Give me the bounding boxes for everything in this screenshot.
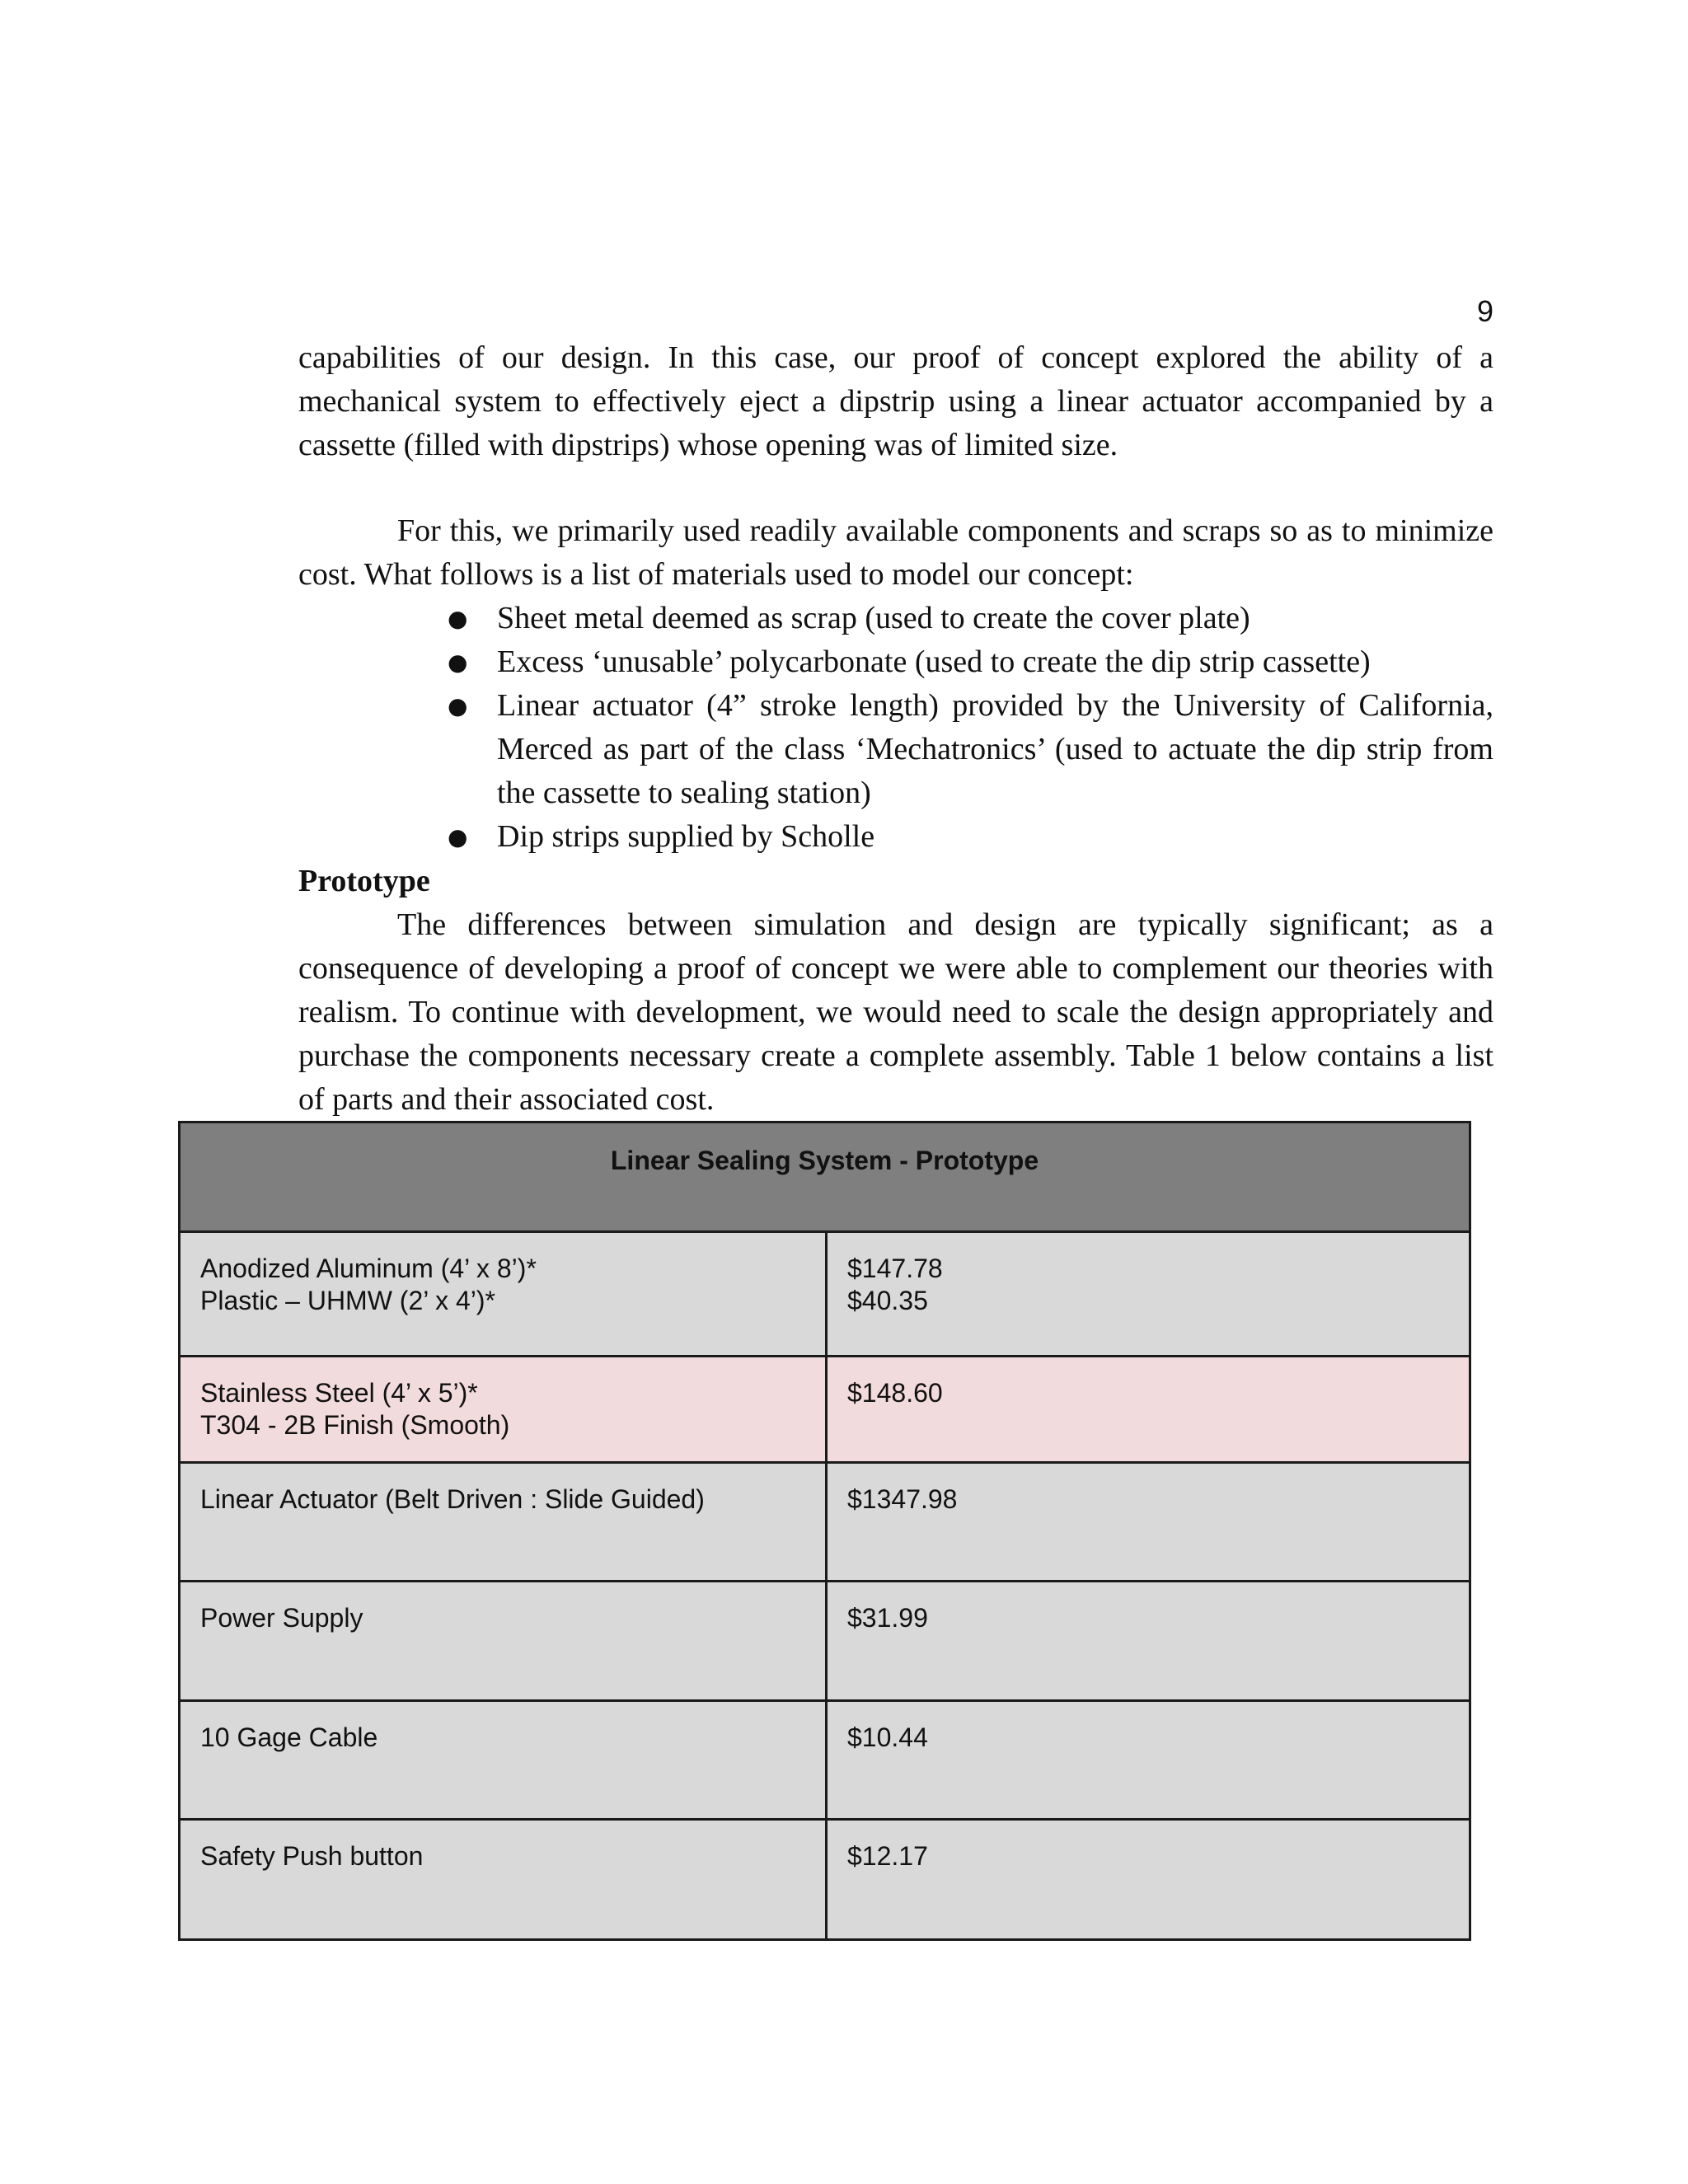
list-item: ● Linear actuator (4” stroke length) provided by the University of California, Merced as part of the class ‘Mechatronics’ (used to actuate the dip strip from the cassette to sealing station)	[433, 684, 1493, 815]
part-name: Anodized Aluminum (4’ x 8’)*	[200, 1254, 537, 1283]
table-row	[180, 1701, 1470, 1820]
table-row	[180, 1357, 1470, 1463]
part-cost: $40.35	[847, 1286, 928, 1315]
part-name-cell	[180, 1582, 827, 1701]
part-cost: $10.44	[847, 1722, 928, 1752]
table-title: Linear Sealing System - Prototype	[180, 1122, 1470, 1232]
part-cost: $1347.98	[847, 1484, 958, 1514]
part-name: Safety Push button	[200, 1841, 424, 1871]
page-number: 9	[1476, 294, 1493, 328]
part-name: Power Supply	[200, 1603, 363, 1633]
part-cost: $31.99	[847, 1603, 928, 1633]
part-name: Stainless Steel (4’ x 5’)*	[200, 1378, 478, 1408]
table-row	[180, 1582, 1470, 1701]
part-name: Linear Actuator (Belt Driven : Slide Guided)	[200, 1484, 705, 1514]
list-item: ● Sheet metal deemed as scrap (used to create the cover plate)	[433, 597, 1493, 640]
part-cost-cell	[827, 1820, 1470, 1940]
table-row	[180, 1820, 1470, 1940]
part-cost-cell	[827, 1582, 1470, 1701]
list-item: ● Dip strips supplied by Scholle	[433, 815, 1493, 859]
part-cost-cell	[827, 1357, 1470, 1463]
bullet-icon: ●	[448, 823, 468, 851]
part-cost: $12.17	[847, 1841, 928, 1871]
part-cost: $147.78	[847, 1254, 943, 1283]
part-name-cell	[180, 1820, 827, 1940]
part-name-cell	[180, 1463, 827, 1582]
part-name-cell	[180, 1701, 827, 1820]
bullet-icon: ●	[448, 605, 468, 632]
part-name: 10 Gage Cable	[200, 1722, 378, 1752]
paragraph-materials-intro: For this, we primarily used readily available components and scraps so as to minimize cost. What follows is a list of materials used to model our concept:	[298, 513, 1493, 592]
part-name: T304 - 2B Finish (Smooth)	[200, 1410, 510, 1440]
part-cost-cell	[827, 1701, 1470, 1820]
paragraph-prototype: The differences between simulation and design are typically significant; as a consequence of developing a proof of concept we were able to complement our theories with realism. To continue with development, we would need to scale the design appropriately and purchase the components necessary create a complete assembly. Table 1 below contains a list of parts and their associated cost.	[298, 907, 1493, 1117]
bullet-icon: ●	[448, 649, 468, 676]
part-cost: $148.60	[847, 1378, 943, 1408]
part-name: Plastic – UHMW (2’ x 4’)*	[200, 1286, 495, 1315]
paragraph-proof-of-concept: capabilities of our design. In this case, our proof of concept explored the ability of a mechanical system to effectively eject a dipstrip using a linear actuator accompanied by a cassette (filled with dipstrips) whose opening was of limited size.	[298, 340, 1493, 462]
table-row	[180, 1232, 1470, 1357]
table-row	[180, 1463, 1470, 1582]
part-name-cell	[180, 1357, 827, 1463]
part-cost-cell	[827, 1232, 1470, 1357]
section-heading-prototype: Prototype	[298, 864, 430, 898]
materials-list	[433, 597, 1493, 859]
list-item: ● Excess ‘unusable’ polycarbonate (used to create the dip strip cassette)	[433, 640, 1493, 684]
part-cost-cell	[827, 1463, 1470, 1582]
part-name-cell	[180, 1232, 827, 1357]
parts-cost-table	[178, 1121, 1471, 1941]
bullet-icon: ●	[448, 692, 468, 719]
